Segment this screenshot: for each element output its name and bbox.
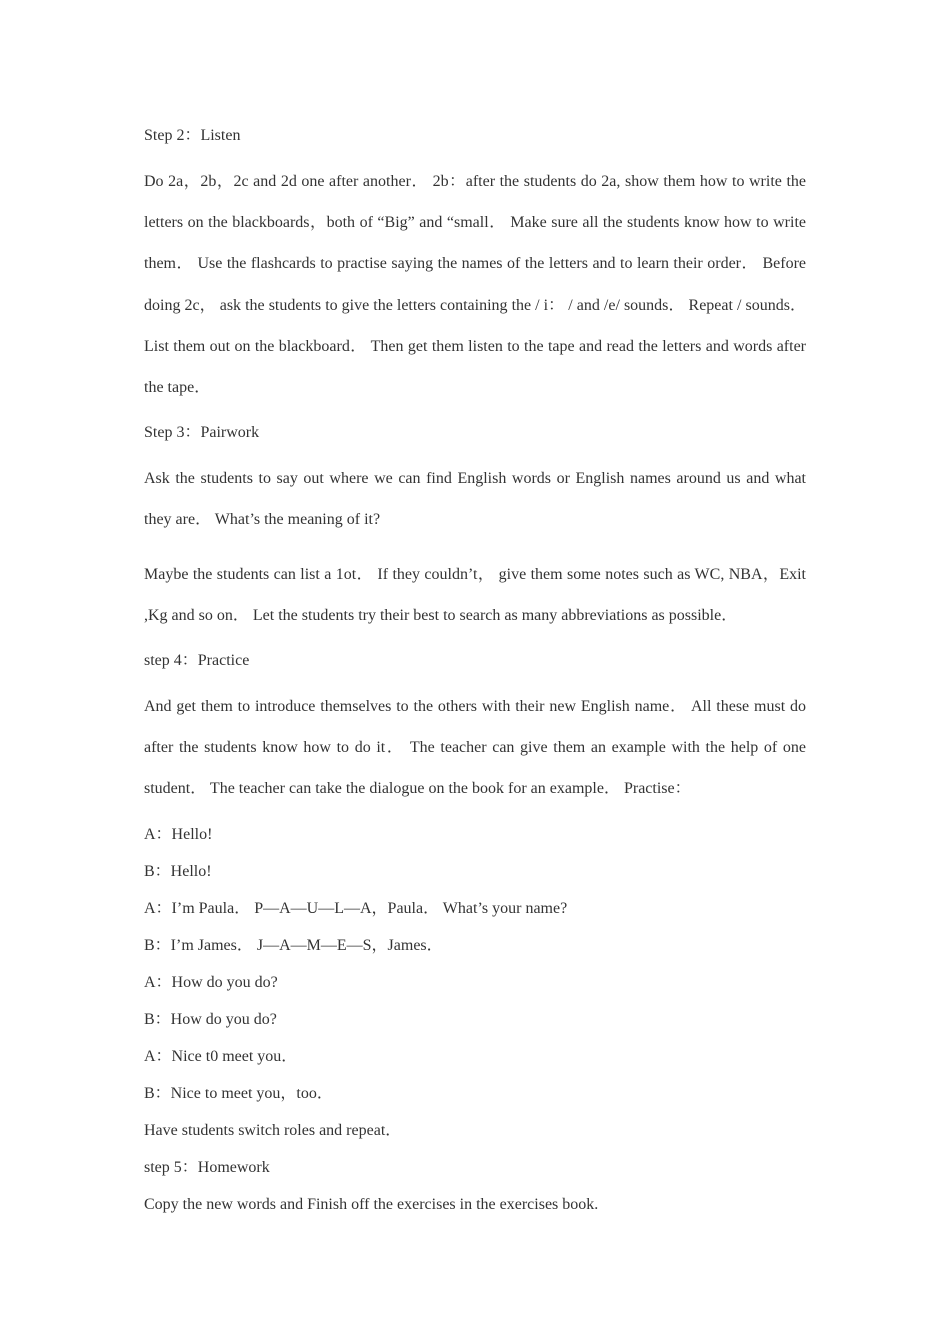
step3-heading: Step 3：Pairwork (144, 424, 260, 442)
dialogue (144, 823, 806, 1143)
step4-paragraph: And get them to introduce themselves to the others with their new English name． All these must do after the students know how to do it． The teacher can give them an example with the help of one student． The teacher can take the dialogue on the book for an example． Practise： (144, 698, 807, 798)
dialogue-line: A：Hello! (144, 825, 213, 843)
dialogue-line: A：How do you do? (144, 973, 278, 991)
step5-paragraph: Copy the new words and Finish off the exercises in the exercises book. (144, 1195, 599, 1213)
dialogue-line: A：Nice t0 meet you． (144, 1047, 298, 1065)
document-content (144, 124, 806, 1217)
dialogue-line: B：Hello! (144, 862, 212, 880)
dialogue-line: B：I’m James． J—A—M—E—S，James． (144, 936, 443, 954)
step2-heading: Step 2：Listen (144, 127, 241, 144)
step5-heading: step 5：Homework (144, 1158, 270, 1176)
step3-paragraph-1: Ask the students to say out where we can find English words or English names around us and what they are． What’s the meaning of it? (144, 470, 806, 529)
dialogue-line: B：Nice to meet you，too． (144, 1084, 333, 1102)
step4-closing: Have students switch roles and repeat． (144, 1121, 402, 1139)
step2-paragraph: Do 2a，2b，2c and 2d one after another． 2b：after the students do 2a, show them how to write the letters on the blackboards，both of “Big” and “small． Make sure all the students know how to write them． Use the flashcards to practise saying the names of the letters and to learn their order． Before doing 2c， ask the students to give the letters containing the / i： / and /e/ sounds． Repeat / sounds． List them out on the blackboard． Then get them listen to the tape and read the letters and words after the tape． (144, 173, 806, 397)
dialogue-line: A：I’m Paula． P—A—U—L—A，Paula． What’s your name? (144, 899, 568, 917)
dialogue-line: B：How do you do? (144, 1010, 277, 1028)
step3-paragraph-2: Maybe the students can list a 1ot． If they couldn’t， give them some notes such as WC, NBA，Exit ,Kg and so on． Let the students try their best to search as many abbreviations as possible． (144, 565, 806, 624)
step4-heading: step 4：Practice (144, 652, 250, 670)
